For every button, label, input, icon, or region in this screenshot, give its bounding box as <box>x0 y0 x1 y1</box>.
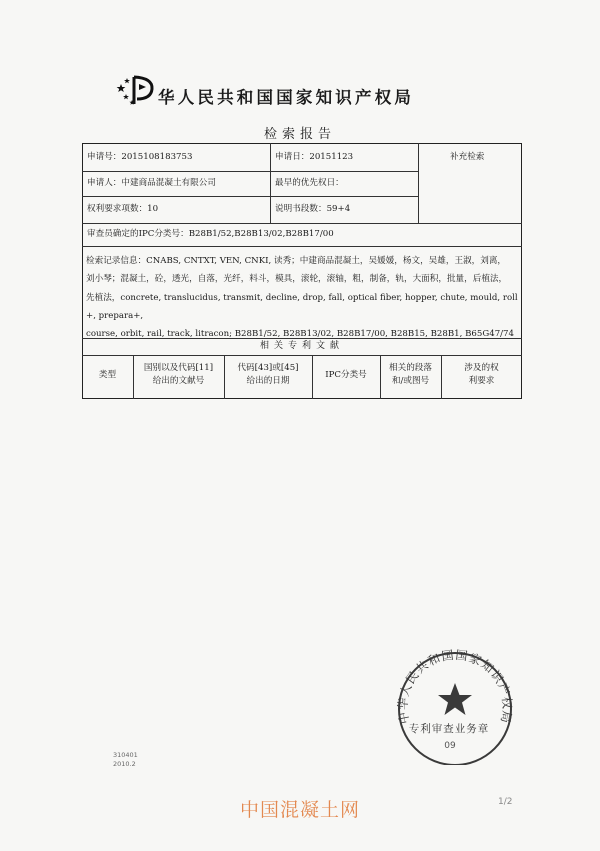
form-code: 310401 2010.2 <box>113 751 138 768</box>
description-paragraphs: 说明书段数：59+4 <box>275 204 351 214</box>
search-record-line: course, orbit, rail, track, litracon; B28B1/52, B28B13/02, B28B17/00, B28B15, B28B1, B65G47/74 <box>86 329 514 340</box>
cnipa-logo-icon <box>115 74 157 106</box>
claims-count: 权利要求项数：10 <box>87 204 159 214</box>
column-header-claims: 涉及的权 利要求 <box>464 363 499 386</box>
column-header-doc-number: 国别以及代码[11] 给出的文献号 <box>143 363 214 386</box>
page-number: 1/2 <box>498 797 513 807</box>
column-header-date: 代码[43]或[45] 给出的日期 <box>237 363 299 386</box>
ipc-classification: 审查员确定的IPC分类号：B28B1/52,B28B13/02,B28B17/00 <box>87 229 334 239</box>
search-record-line: 先植法，concrete, translucidus, transmit, decline, drop, fall, optical fiber, hopper, chute, mould, roll+, prepara+, <box>86 292 518 321</box>
earliest-priority-date: 最早的优先权日： <box>275 178 344 188</box>
site-watermark: 中国混凝土网 <box>239 799 360 821</box>
application-date: 申请日：20151123 <box>275 152 354 162</box>
report-title: 检索报告 <box>263 127 336 142</box>
row-divider <box>82 223 522 224</box>
supplementary-search: 补充检索 <box>450 152 485 162</box>
column-header-ipc: IPC分类号 <box>325 370 367 380</box>
row-divider <box>82 196 418 197</box>
column-divider <box>270 143 271 223</box>
search-record <box>86 252 518 343</box>
related-docs-title: 相关专利文献 <box>259 341 344 351</box>
row-divider <box>82 246 522 247</box>
applicant: 申请人：中建商品混凝土有限公司 <box>87 178 216 188</box>
column-header-paragraphs: 相关的段落 和/或图号 <box>389 363 432 386</box>
column-header-type: 类型 <box>98 370 117 380</box>
column-divider <box>418 143 419 223</box>
row-divider <box>82 355 522 356</box>
search-record-line: 检索记录信息：CNABS, CNTXT, VEN, CNKI, 读秀；中建商品混凝土，吴媛媛，杨文，吴雄，王淑，刘离， <box>86 256 507 266</box>
application-number: 申请号：2015108183753 <box>87 152 193 162</box>
office-name: 华人民共和国国家知识产权局 <box>158 88 415 107</box>
search-record-line: 刘小琴；混凝土，砼，透光，自落，光纤，料斗，模具，滚轮，滚轴，粗，制备，轨，大面积，批量，后植法， <box>86 274 508 285</box>
seal-outer-text: 中华人民共和国国家知识产权局 <box>395 647 515 726</box>
seal-star-icon <box>438 683 472 715</box>
seal-number: 09 <box>444 741 456 751</box>
row-divider <box>82 171 418 172</box>
seal-inner-text: 专利审查业务章 <box>408 723 490 735</box>
